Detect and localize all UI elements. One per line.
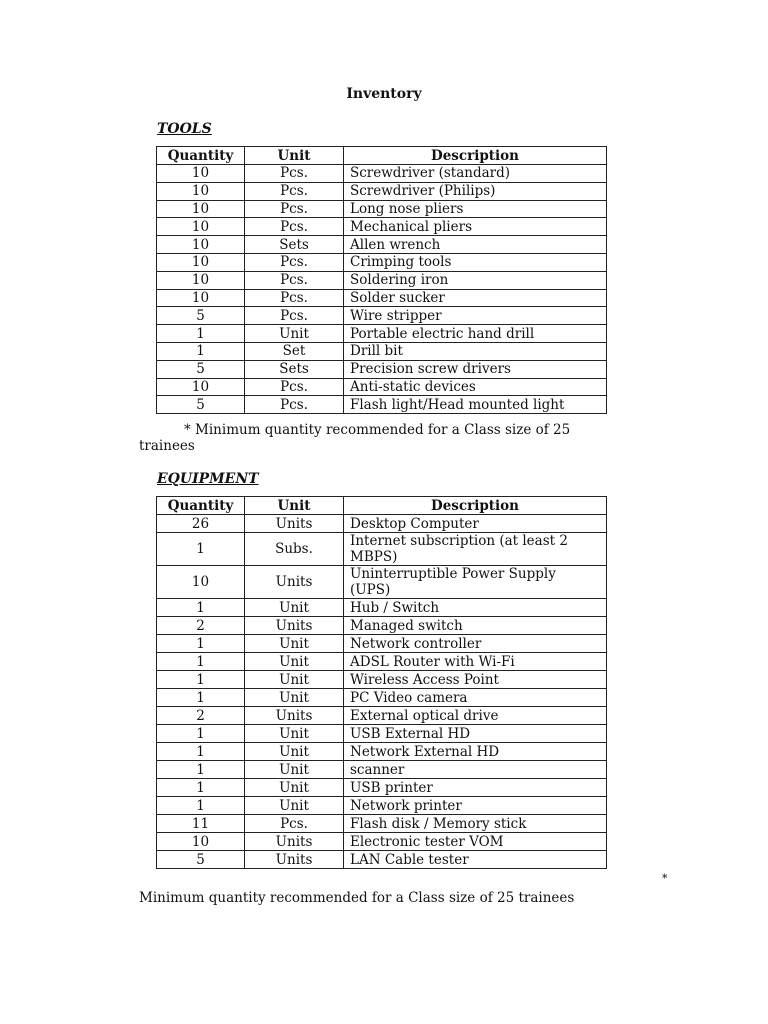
- cell-unit: Unit: [245, 599, 344, 617]
- cell-description: Internet subscription (at least 2 MBPS): [344, 533, 607, 566]
- cell-quantity: 1: [157, 689, 245, 707]
- cell-description: LAN Cable tester: [344, 851, 607, 869]
- cell-description: ADSL Router with Wi-Fi: [344, 653, 607, 671]
- equipment-footnote-asterisk: *: [662, 872, 668, 885]
- table-header-row: [157, 497, 607, 515]
- equipment-footnote: Minimum quantity recommended for a Class size of 25 trainees: [139, 890, 575, 906]
- cell-description: Uninterruptible Power Supply (UPS): [344, 566, 607, 599]
- cell-quantity: 10: [157, 833, 245, 851]
- cell-quantity: 1: [157, 635, 245, 653]
- table-row: [157, 307, 607, 325]
- page-title: Inventory: [346, 86, 422, 102]
- cell-description: Hub / Switch: [344, 599, 607, 617]
- cell-quantity: 26: [157, 515, 245, 533]
- table-row: [157, 635, 607, 653]
- cell-description: Anti-static devices: [344, 378, 607, 396]
- column-header-quantity: Quantity: [157, 497, 245, 515]
- cell-unit: Unit: [245, 325, 344, 343]
- cell-description: External optical drive: [344, 707, 607, 725]
- column-header-quantity: Quantity: [157, 147, 245, 165]
- table-row: [157, 815, 607, 833]
- cell-unit: Pcs.: [245, 182, 344, 200]
- table-row: [157, 325, 607, 343]
- cell-quantity: 10: [157, 289, 245, 307]
- cell-unit: Pcs.: [245, 378, 344, 396]
- cell-quantity: 1: [157, 533, 245, 566]
- cell-quantity: 2: [157, 707, 245, 725]
- equipment-table: [156, 496, 607, 869]
- cell-unit: Units: [245, 566, 344, 599]
- cell-description: Flash disk / Memory stick: [344, 815, 607, 833]
- table-row: [157, 725, 607, 743]
- cell-unit: Units: [245, 833, 344, 851]
- equipment-heading: EQUIPMENT: [157, 471, 259, 487]
- cell-quantity: 10: [157, 165, 245, 183]
- cell-quantity: 5: [157, 396, 245, 414]
- cell-unit: Units: [245, 707, 344, 725]
- cell-description: Crimping tools: [344, 253, 607, 271]
- cell-description: Drill bit: [344, 342, 607, 360]
- cell-unit: Sets: [245, 236, 344, 254]
- cell-description: Screwdriver (Philips): [344, 182, 607, 200]
- cell-unit: Unit: [245, 797, 344, 815]
- column-header-unit: Unit: [245, 497, 344, 515]
- cell-unit: Unit: [245, 653, 344, 671]
- cell-quantity: 5: [157, 307, 245, 325]
- cell-quantity: 5: [157, 851, 245, 869]
- cell-unit: Unit: [245, 635, 344, 653]
- table-row: [157, 396, 607, 414]
- table-row: [157, 289, 607, 307]
- cell-unit: Set: [245, 342, 344, 360]
- cell-quantity: 1: [157, 779, 245, 797]
- table-row: [157, 671, 607, 689]
- cell-quantity: 1: [157, 599, 245, 617]
- table-row: [157, 182, 607, 200]
- cell-description: Long nose pliers: [344, 200, 607, 218]
- cell-quantity: 5: [157, 360, 245, 378]
- cell-quantity: 1: [157, 743, 245, 761]
- cell-unit: Unit: [245, 689, 344, 707]
- cell-description: Wireless Access Point: [344, 671, 607, 689]
- table-row: [157, 761, 607, 779]
- cell-quantity: 1: [157, 761, 245, 779]
- table-row: [157, 253, 607, 271]
- table-row: [157, 236, 607, 254]
- cell-quantity: 1: [157, 342, 245, 360]
- table-row: [157, 515, 607, 533]
- cell-unit: Unit: [245, 743, 344, 761]
- tools-heading: TOOLS: [157, 121, 212, 137]
- cell-description: Network controller: [344, 635, 607, 653]
- table-row: [157, 743, 607, 761]
- cell-unit: Pcs.: [245, 218, 344, 236]
- tools-footnote-line2: trainees: [139, 438, 195, 454]
- cell-description: Network External HD: [344, 743, 607, 761]
- table-row: [157, 218, 607, 236]
- table-row: [157, 360, 607, 378]
- table-row: [157, 599, 607, 617]
- cell-quantity: 10: [157, 200, 245, 218]
- cell-description: Managed switch: [344, 617, 607, 635]
- cell-unit: Units: [245, 515, 344, 533]
- table-row: [157, 797, 607, 815]
- cell-unit: Unit: [245, 761, 344, 779]
- cell-description: Precision screw drivers: [344, 360, 607, 378]
- cell-description: Network printer: [344, 797, 607, 815]
- table-row: [157, 165, 607, 183]
- cell-unit: Pcs.: [245, 271, 344, 289]
- cell-description: Soldering iron: [344, 271, 607, 289]
- cell-unit: Pcs.: [245, 396, 344, 414]
- cell-description: scanner: [344, 761, 607, 779]
- cell-description: Portable electric hand drill: [344, 325, 607, 343]
- cell-description: Allen wrench: [344, 236, 607, 254]
- table-row: [157, 689, 607, 707]
- cell-quantity: 10: [157, 378, 245, 396]
- cell-quantity: 2: [157, 617, 245, 635]
- cell-unit: Pcs.: [245, 815, 344, 833]
- table-row: [157, 617, 607, 635]
- cell-description: Wire stripper: [344, 307, 607, 325]
- cell-unit: Sets: [245, 360, 344, 378]
- column-header-description: Description: [344, 147, 607, 165]
- cell-quantity: 10: [157, 253, 245, 271]
- cell-unit: Units: [245, 617, 344, 635]
- cell-description: Electronic tester VOM: [344, 833, 607, 851]
- tools-table: [156, 146, 607, 414]
- cell-quantity: 10: [157, 271, 245, 289]
- table-row: [157, 707, 607, 725]
- cell-quantity: 1: [157, 725, 245, 743]
- cell-unit: Units: [245, 851, 344, 869]
- table-row: [157, 833, 607, 851]
- cell-quantity: 10: [157, 218, 245, 236]
- table-header-row: [157, 147, 607, 165]
- cell-quantity: 10: [157, 182, 245, 200]
- table-row: [157, 851, 607, 869]
- cell-description: Flash light/Head mounted light: [344, 396, 607, 414]
- table-row: [157, 779, 607, 797]
- cell-quantity: 1: [157, 797, 245, 815]
- table-row: [157, 200, 607, 218]
- column-header-description: Description: [344, 497, 607, 515]
- table-row: [157, 271, 607, 289]
- cell-quantity: 1: [157, 671, 245, 689]
- cell-unit: Pcs.: [245, 165, 344, 183]
- cell-unit: Pcs.: [245, 200, 344, 218]
- cell-quantity: 11: [157, 815, 245, 833]
- cell-unit: Unit: [245, 725, 344, 743]
- cell-unit: Pcs.: [245, 253, 344, 271]
- cell-quantity: 1: [157, 653, 245, 671]
- cell-unit: Pcs.: [245, 307, 344, 325]
- table-row: [157, 533, 607, 566]
- cell-description: Desktop Computer: [344, 515, 607, 533]
- cell-description: PC Video camera: [344, 689, 607, 707]
- cell-description: Mechanical pliers: [344, 218, 607, 236]
- cell-unit: Unit: [245, 671, 344, 689]
- cell-description: USB printer: [344, 779, 607, 797]
- cell-quantity: 10: [157, 566, 245, 599]
- table-row: [157, 653, 607, 671]
- cell-quantity: 1: [157, 325, 245, 343]
- cell-description: USB External HD: [344, 725, 607, 743]
- cell-description: Screwdriver (standard): [344, 165, 607, 183]
- table-row: [157, 566, 607, 599]
- cell-unit: Pcs.: [245, 289, 344, 307]
- tools-footnote-line1: * Minimum quantity recommended for a Class size of 25: [184, 422, 571, 438]
- column-header-unit: Unit: [245, 147, 344, 165]
- cell-description: Solder sucker: [344, 289, 607, 307]
- cell-quantity: 10: [157, 236, 245, 254]
- table-row: [157, 342, 607, 360]
- cell-unit: Subs.: [245, 533, 344, 566]
- cell-unit: Unit: [245, 779, 344, 797]
- table-row: [157, 378, 607, 396]
